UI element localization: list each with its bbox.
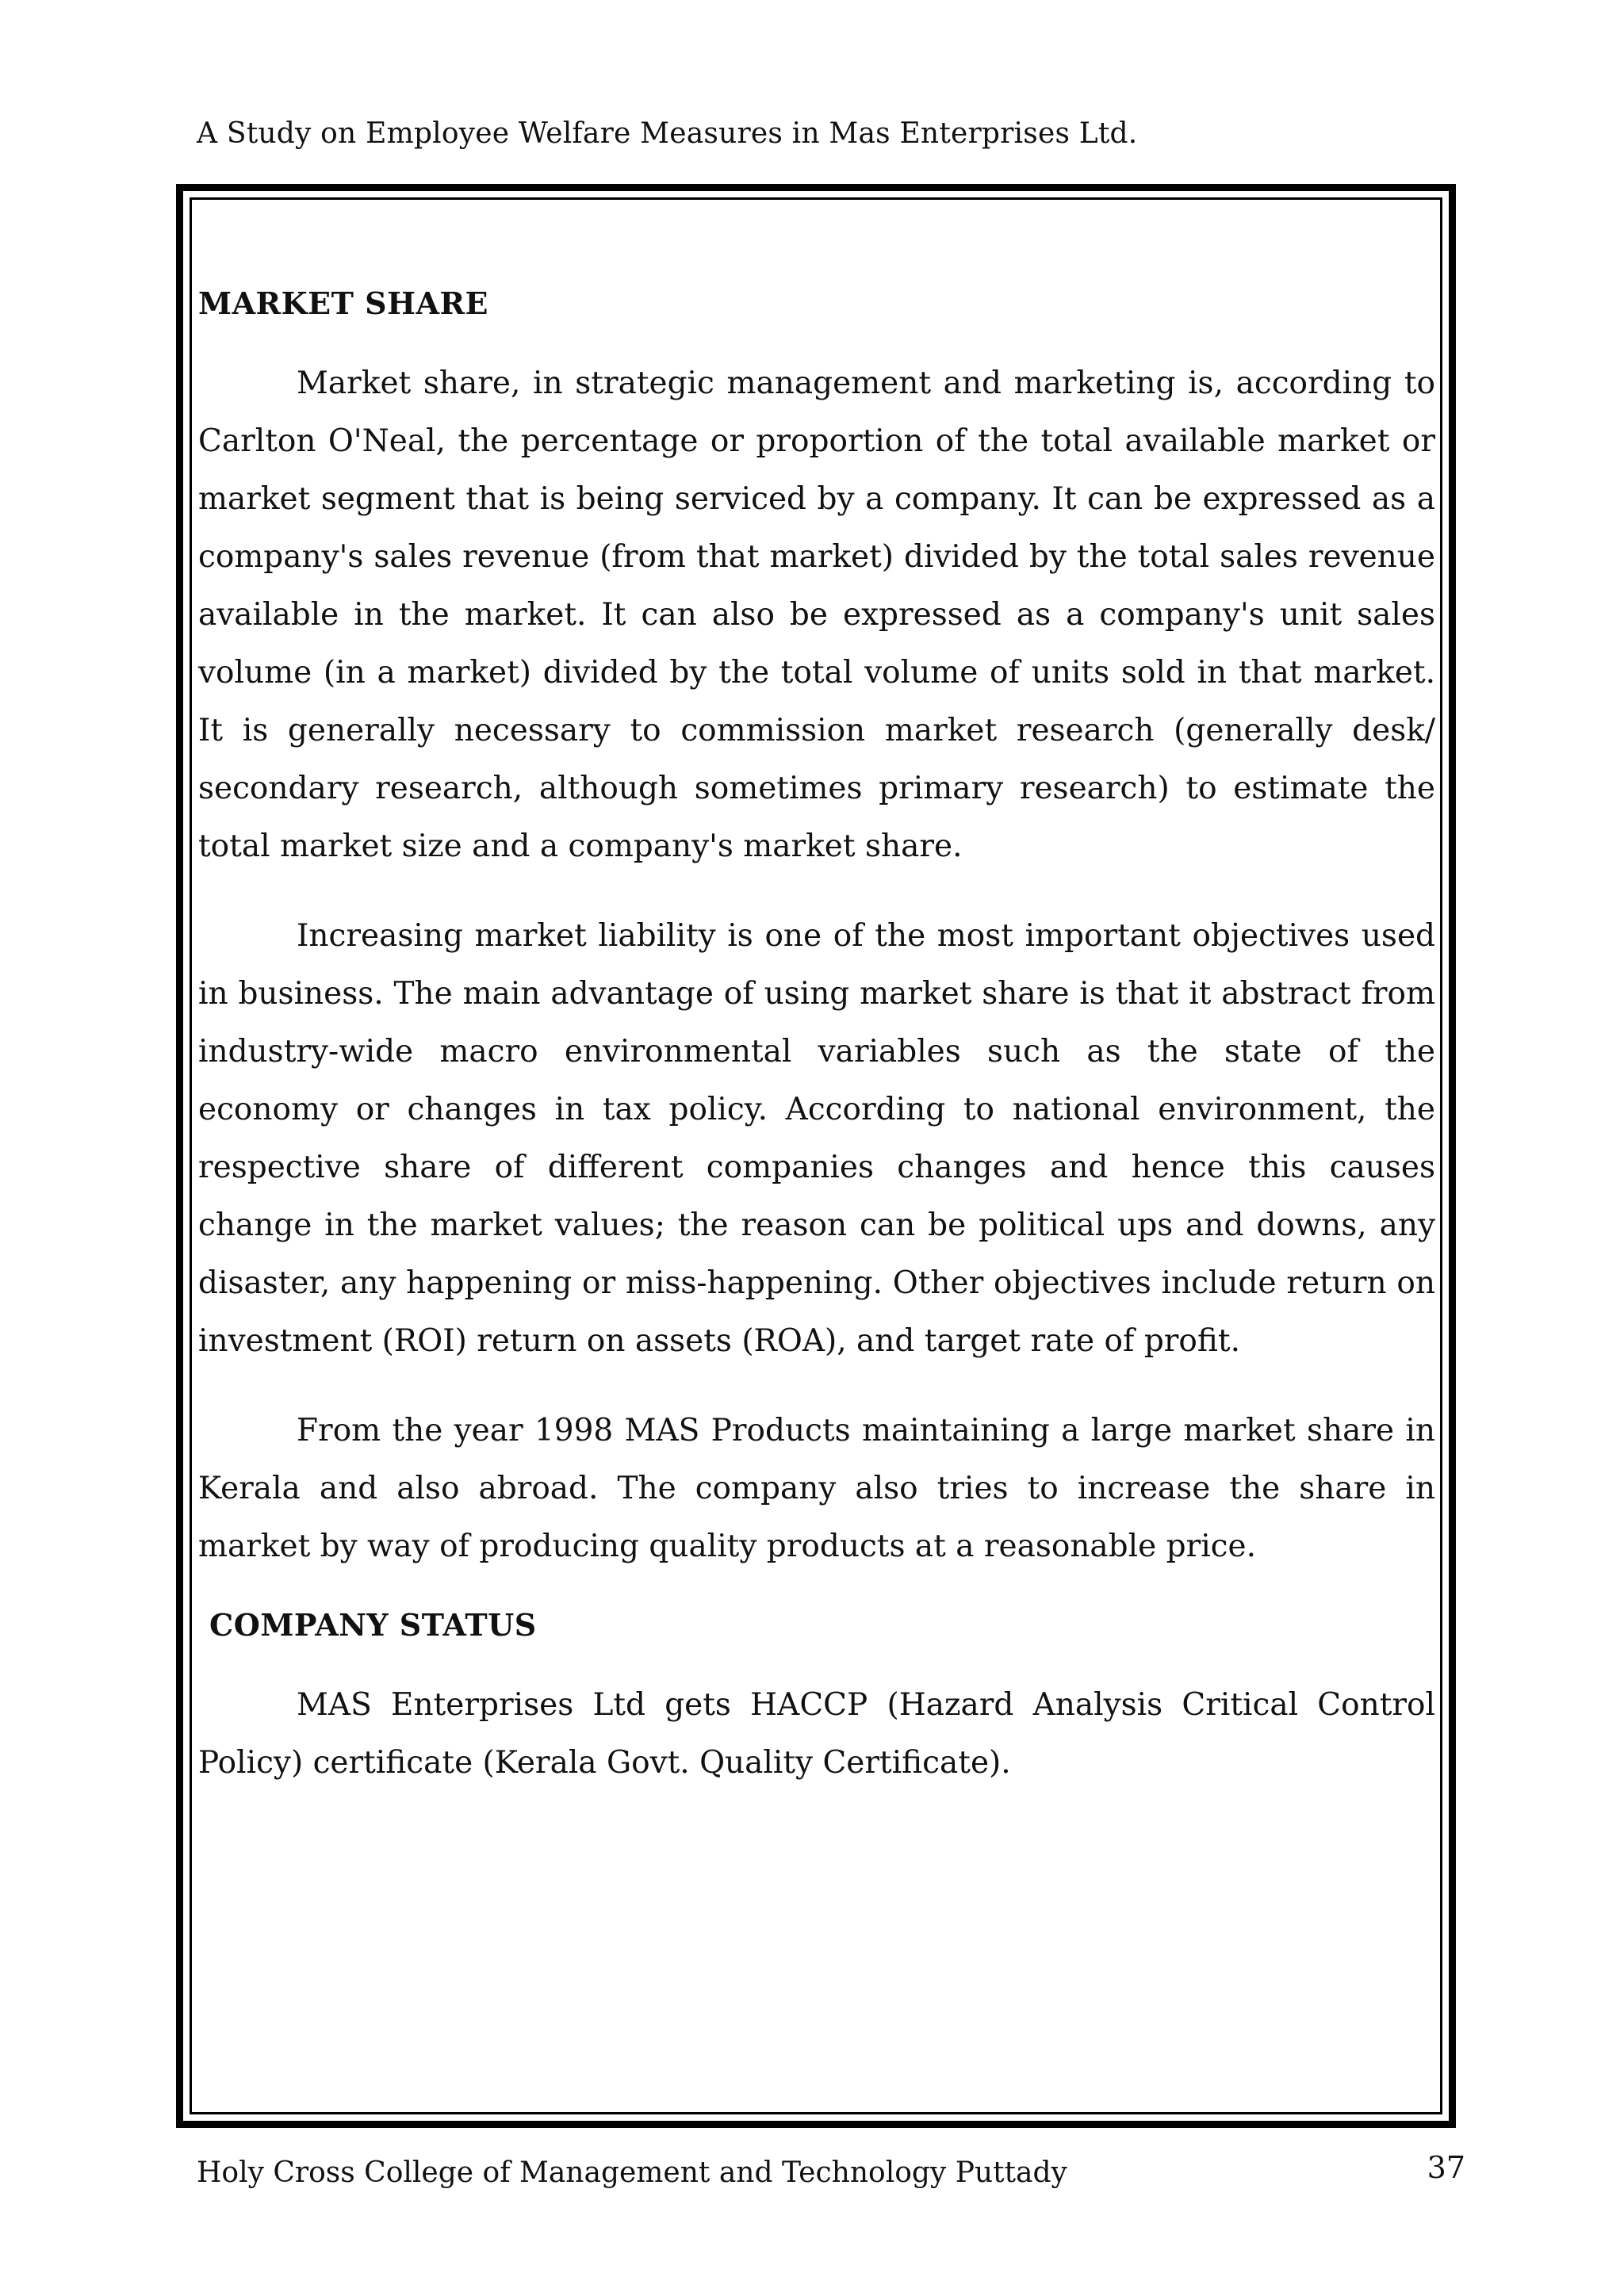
page-content xyxy=(198,285,1435,1823)
running-header: A Study on Employee Welfare Measures in Mas Enterprises Ltd. xyxy=(197,117,1138,150)
heading-company-status: COMPANY STATUS xyxy=(209,1607,537,1643)
running-footer: Holy Cross College of Management and Technology Puttady xyxy=(197,2156,1067,2189)
paragraph-mas-market-share: From the year 1998 MAS Products maintaining a large market share in Kerala and also abroad. The company also tries to increase the share in market by way of producing quality products at a reasonable price. xyxy=(198,1413,1435,1564)
paragraph-market-share-objectives: Increasing market liability is one of the most important objectives used in business. The main advantage of using market share is that it abstract from industry-wide macro environmental variables such as the state of the economy or changes in tax policy. According to national environment, the respective share of different companies changes and hence this causes change in the market values; the reason can be political ups and downs, any disaster, any happening or miss-happening. Other objectives include return on investment (ROI) return on assets (ROA), and target rate of profit. xyxy=(198,918,1435,1359)
heading-market-share: MARKET SHARE xyxy=(198,285,488,321)
paragraph-company-status: MAS Enterprises Ltd gets HACCP (Hazard Analysis Critical Control Policy) certificate (Kerala Govt. Quality Certificate). xyxy=(198,1687,1435,1781)
paragraph-market-share-definition: Market share, in strategic management and marketing is, according to Carlton O'Neal, the percentage or proportion of the total available market or market segment that is being serviced by a company. It can be expressed as a company's sales revenue (from that market) divided by the total sales revenue available in the market. It can also be expressed as a company's unit sales volume (in a market) divided by the total volume of units sold in that market. It is generally necessary to commission market research (generally desk/ secondary research, although sometimes primary research) to estimate the total market size and a company's market share. xyxy=(198,365,1435,864)
page-number: 37 xyxy=(1427,2150,1465,2185)
